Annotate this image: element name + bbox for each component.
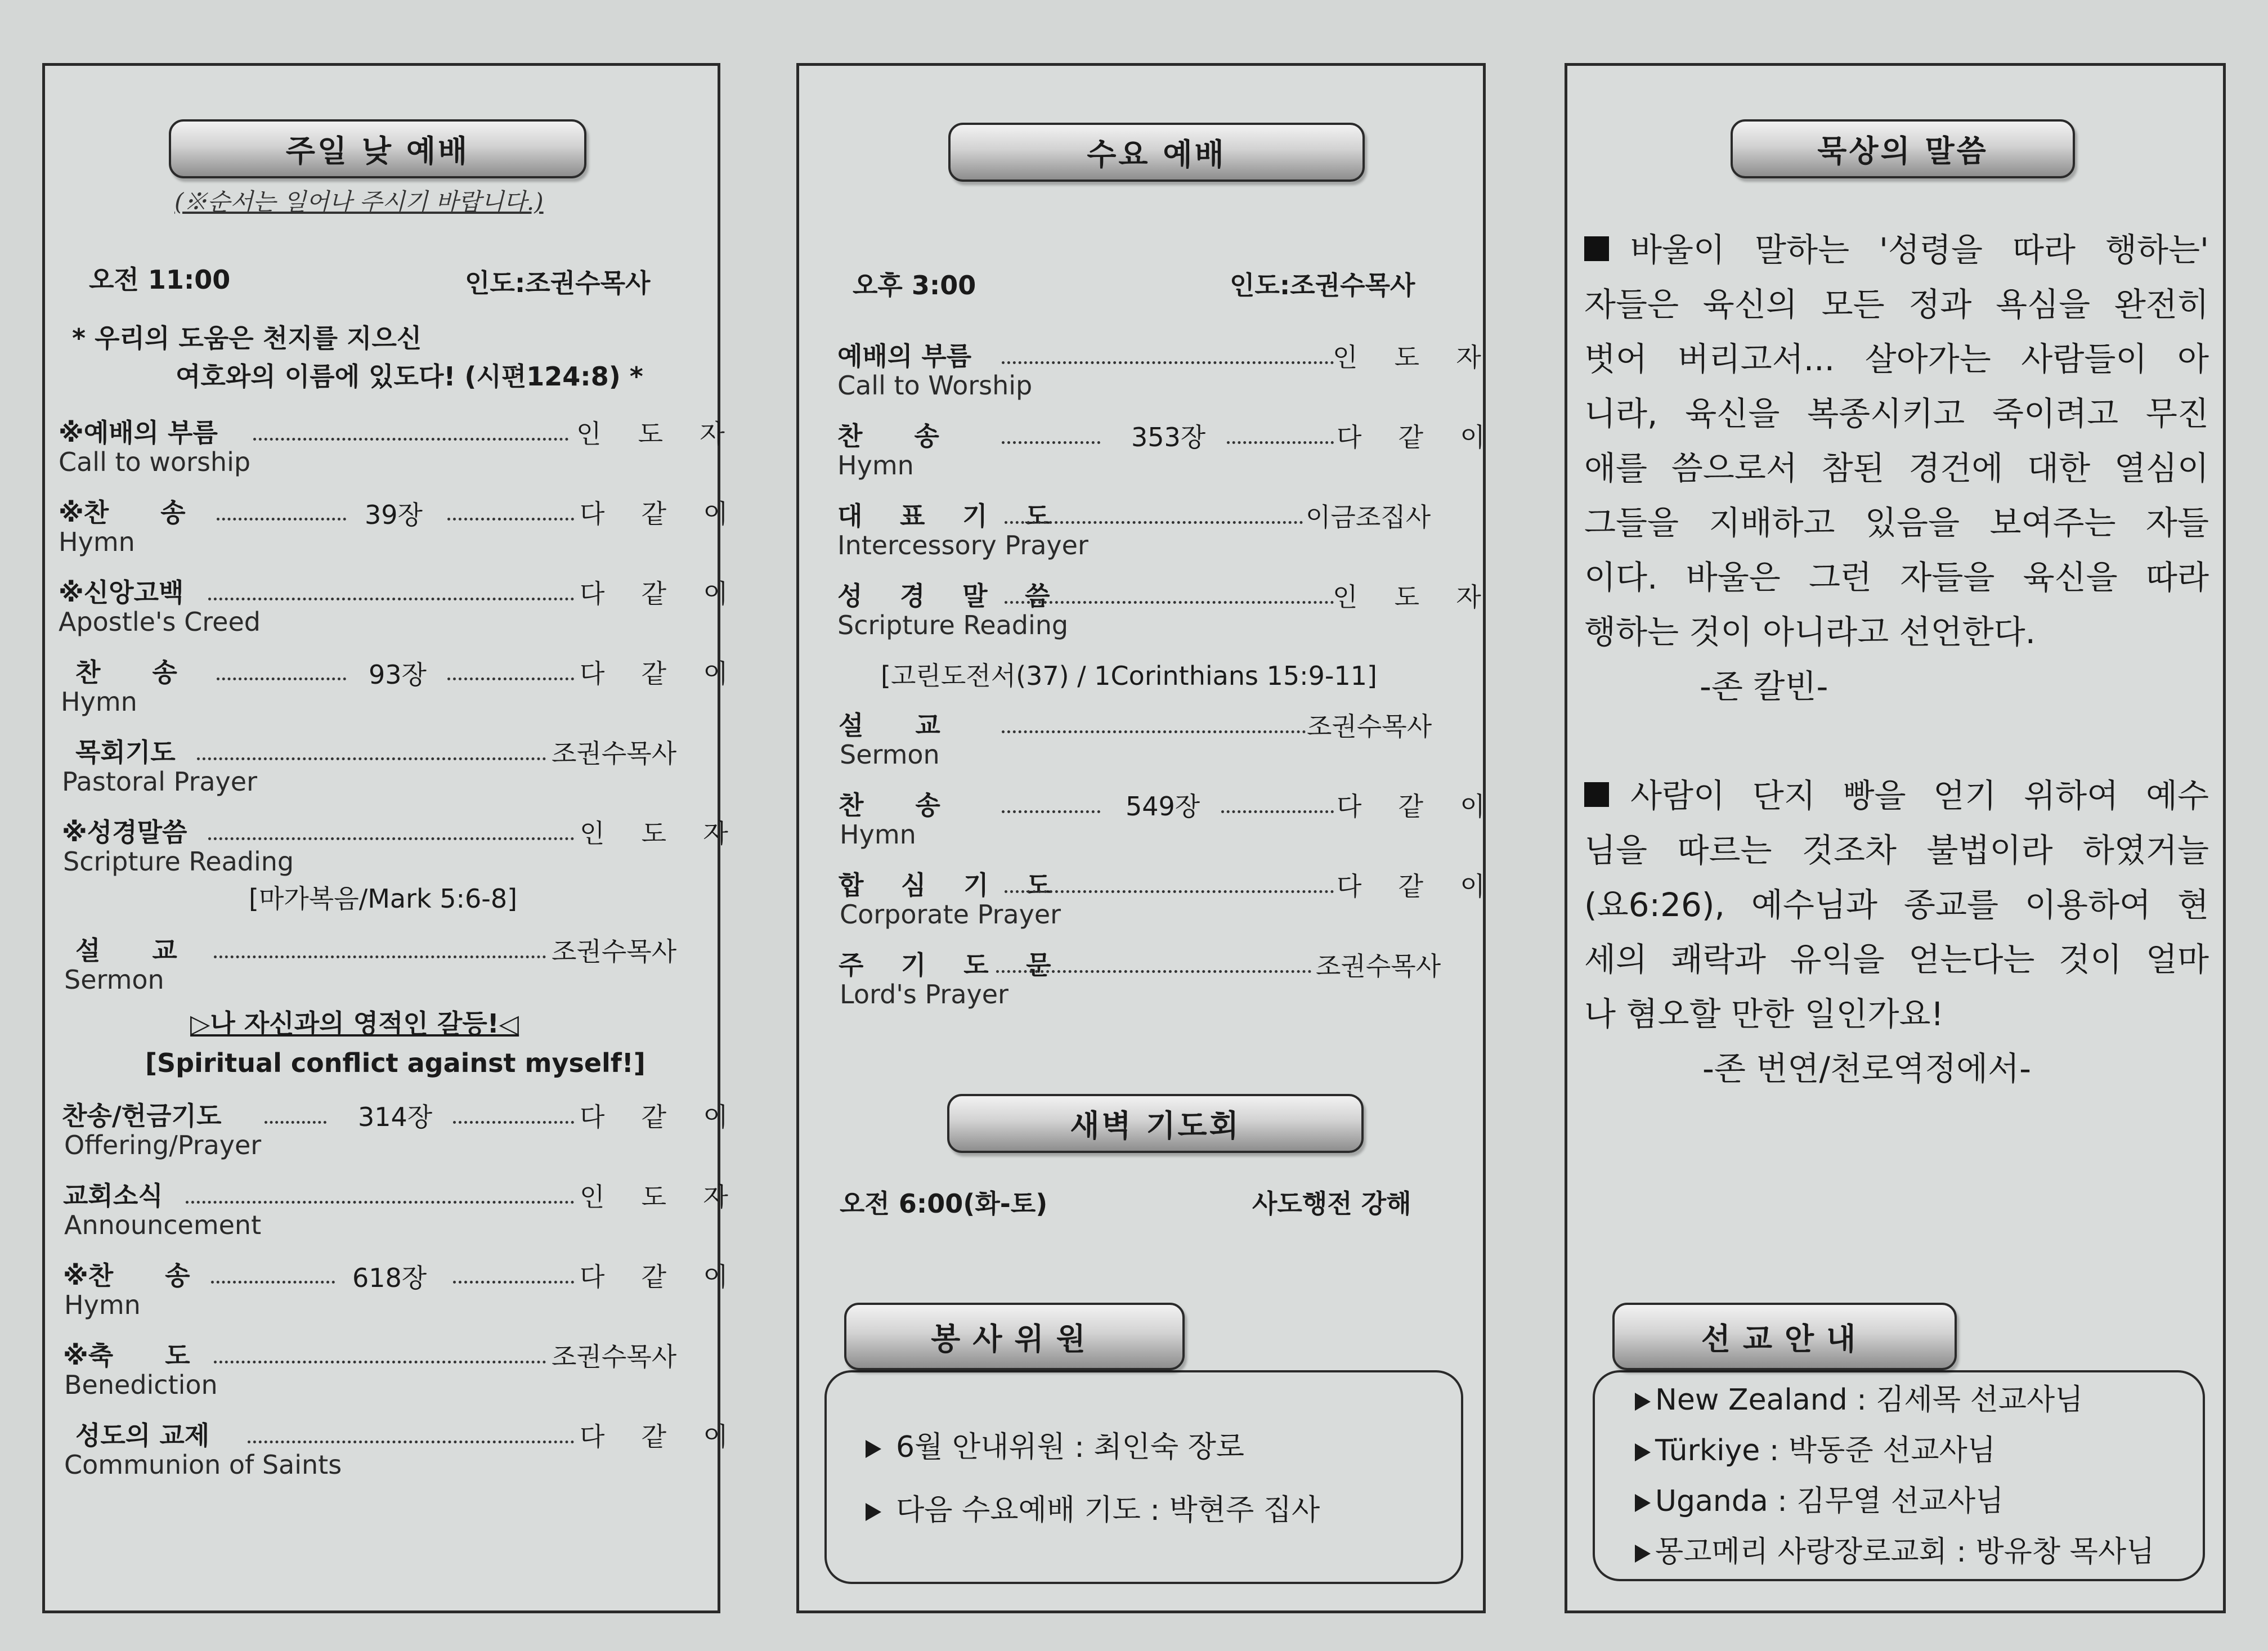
- text-line: 그들을 지배하고 있음을 보여주는 자들: [1584, 504, 2209, 542]
- dotted-leader: [217, 678, 346, 680]
- dotted-leader: [453, 1121, 574, 1124]
- dotted-leader: [1002, 361, 1334, 364]
- dotted-leader: [248, 1441, 574, 1443]
- text-line: 사람이 단지 빵을 얻기 위하여 예수: [1584, 769, 2209, 823]
- mission-item: Uganda : 김무열 선교사님: [1635, 1487, 2004, 1516]
- order-item-ko: 대 표 기 도: [837, 501, 1064, 531]
- meditation-paragraph-2: [1584, 769, 2209, 1096]
- order-item-en: Hymn: [64, 1290, 141, 1320]
- dotted-leader: [996, 970, 1311, 973]
- order-item-who: 인 도 자: [1333, 582, 1496, 612]
- order-item-en: Pastoral Prayer: [62, 766, 257, 797]
- text-line: (요6:26), 예수님과 종교를 이용하여 현: [1584, 886, 2209, 924]
- sunday-service-title: 주일 낮 예배: [169, 119, 586, 178]
- mission-title: 선교안내: [1612, 1303, 1957, 1370]
- order-item-who: 인 도 자: [580, 1182, 743, 1212]
- dotted-leader: [1221, 810, 1334, 813]
- dotted-leader: [197, 757, 546, 760]
- dawn-prayer-title: 새벽 기도회: [947, 1094, 1364, 1153]
- order-item-en: Apostle's Creed: [59, 607, 261, 637]
- order-item-ko: 주 기 도 문: [839, 950, 1065, 980]
- text-line: 니라, 육신을 복종시키고 죽이려고 무진: [1584, 394, 2209, 433]
- dotted-leader: [214, 955, 546, 958]
- order-item-who: 조권수목사: [552, 738, 677, 769]
- order-item-en: Hymn: [59, 527, 135, 557]
- order-item-ko: ※축 도: [63, 1340, 190, 1371]
- order-item-ko: 성도의 교제: [75, 1420, 210, 1451]
- order-item-en: Hymn: [837, 450, 914, 481]
- volunteers-title: 봉사위원: [844, 1303, 1185, 1370]
- order-item-en: Announcement: [64, 1210, 262, 1240]
- mission-item: New Zealand : 김세목 선교사님: [1635, 1385, 2083, 1415]
- order-item-hymn-no: 618장: [352, 1263, 427, 1293]
- quote-source: -존 칼빈-: [1700, 667, 1828, 706]
- dotted-leader: [1005, 890, 1334, 893]
- triangle-bullet-icon: [1635, 1393, 1651, 1411]
- order-item-ko: 찬 송: [839, 790, 940, 820]
- order-item-ko: 목회기도: [75, 737, 176, 768]
- dotted-leader: [1002, 730, 1306, 733]
- order-item-en: Sermon: [64, 964, 164, 995]
- order-item-ko: ※예배의 부름: [59, 418, 218, 448]
- order-item-who: 다 같 이: [580, 578, 743, 609]
- sunday-time: 오전 11:00: [89, 264, 231, 295]
- order-item-hymn-no: 353장: [1131, 422, 1206, 452]
- scripture-ref: [고린도전서(37) / 1Corinthians 15:9-11]: [881, 661, 1377, 691]
- order-item-en: Communion of Saints: [64, 1450, 342, 1480]
- dotted-leader: [208, 837, 574, 840]
- order-item-en: Hymn: [61, 687, 137, 717]
- order-item-hymn-no: 314장: [358, 1102, 433, 1132]
- text-line: 이다. 바울은 그런 자들을 육신을 따라: [1584, 558, 2209, 596]
- text-line: 벗어 버리고서... 살아가는 사람들이 아: [1584, 340, 2209, 378]
- triangle-bullet-icon: [1635, 1545, 1651, 1563]
- order-item-en: Intercessory Prayer: [837, 530, 1088, 560]
- volunteer-item: 다음 수요예배 기도 : 박현주 집사: [866, 1496, 1320, 1525]
- text-line: 님을 따르는 것조차 불법이라 하였거늘: [1584, 831, 2209, 869]
- order-item-en: Corporate Prayer: [840, 899, 1061, 930]
- wednesday-service-title: 수요 예배: [948, 123, 1365, 182]
- dotted-leader: [186, 1201, 574, 1204]
- order-item-ko: 찬송/헌금기도: [62, 1101, 222, 1131]
- order-item-who: 다 같 이: [580, 499, 743, 529]
- dotted-leader: [214, 1361, 546, 1363]
- order-item-ko: ※신앙고백: [59, 577, 184, 608]
- dotted-leader: [217, 518, 346, 521]
- order-item-en: Call to Worship: [837, 370, 1033, 401]
- dawn-prayer-desc: 사도행전 강해: [1252, 1188, 1411, 1219]
- dotted-leader: [453, 1281, 574, 1284]
- square-bullet-icon: [1584, 236, 1609, 261]
- order-item-en: Sermon: [840, 739, 940, 770]
- order-item-en: Benediction: [64, 1370, 218, 1400]
- order-item-ko: 찬 송: [837, 421, 939, 451]
- dotted-leader: [447, 678, 574, 680]
- order-item-who: 다 같 이: [1337, 791, 1500, 822]
- order-item-who: 다 같 이: [580, 1102, 743, 1132]
- wednesday-leader: 인도:조권수목사: [1230, 270, 1415, 300]
- order-item-who: 조권수목사: [552, 1342, 677, 1372]
- text-line: 행하는 것이 아니라고 선언한다.: [1584, 613, 2036, 651]
- scripture-ref: [마가복음/Mark 5:6-8]: [249, 883, 518, 914]
- order-item-ko: 찬 송: [75, 657, 177, 688]
- dotted-leader: [1227, 441, 1334, 444]
- sermon-title-en: [Spiritual conflict against myself!]: [145, 1048, 646, 1078]
- text-line: 자들은 육신의 모든 정과 욕심을 완전히: [1584, 285, 2209, 324]
- dotted-leader: [265, 1121, 326, 1124]
- order-item-who: 인 도 자: [1333, 342, 1496, 373]
- meditation-paragraph-1: [1584, 223, 2209, 714]
- order-item-hymn-no: 549장: [1126, 791, 1200, 822]
- text-line: 바울이 말하는 '성령을 따라 행하는': [1584, 223, 2209, 277]
- order-item-who: 이금조집사: [1306, 502, 1431, 532]
- volunteers-box: [824, 1370, 1463, 1584]
- order-item-hymn-no: 39장: [365, 500, 423, 530]
- triangle-bullet-icon: [866, 1503, 881, 1521]
- square-bullet-icon: [1584, 782, 1609, 807]
- dotted-leader: [253, 438, 568, 441]
- mission-item: 몽고메리 사랑장로교회 : 방유창 목사님: [1635, 1537, 2154, 1567]
- order-item-who: 조권수목사: [1307, 711, 1432, 742]
- sunday-verse-line2: 여호와의 이름에 있도다! (시편124:8) *: [176, 361, 643, 392]
- sunday-leader: 인도:조권수목사: [465, 268, 651, 298]
- dotted-leader: [447, 518, 574, 521]
- order-item-who: 인 도 자: [576, 419, 739, 449]
- triangle-bullet-icon: [1635, 1494, 1651, 1512]
- order-item-en: Scripture Reading: [837, 610, 1069, 640]
- sunday-verse-line1: * 우리의 도움은 천지를 지으신: [72, 323, 422, 353]
- wednesday-time: 오후 3:00: [853, 270, 976, 300]
- meditation-title: 묵상의 말씀: [1731, 119, 2075, 178]
- dotted-leader: [1005, 521, 1303, 524]
- order-item-who: 다 같 이: [1337, 422, 1500, 452]
- order-item-en: Offering/Prayer: [64, 1130, 262, 1160]
- sermon-title: ▷나 자신과의 영적인 갈등!◁: [190, 1008, 519, 1039]
- dawn-prayer-time: 오전 6:00(화-토): [840, 1188, 1048, 1219]
- order-item-en: Hymn: [840, 819, 916, 850]
- order-item-ko: ※성경말씀: [62, 817, 187, 847]
- order-item-ko: ※찬 송: [59, 497, 186, 528]
- order-item-who: 다 같 이: [580, 1421, 743, 1452]
- order-item-who: 조권수목사: [1316, 951, 1441, 981]
- dotted-leader: [1005, 601, 1334, 604]
- dotted-leader: [208, 598, 574, 600]
- order-item-hymn-no: 93장: [369, 659, 427, 690]
- triangle-bullet-icon: [1635, 1443, 1651, 1461]
- order-item-who: 다 같 이: [580, 658, 743, 689]
- sunday-note: (※순서는 일어나 주시기 바랍니다.): [174, 188, 544, 216]
- order-item-who: 다 같 이: [580, 1262, 743, 1292]
- dotted-leader: [1002, 810, 1100, 813]
- order-item-who: 다 같 이: [1337, 871, 1500, 901]
- order-item-ko: 예배의 부름: [837, 341, 972, 371]
- order-item-ko: 교회소식: [63, 1181, 163, 1211]
- order-item-en: Scripture Reading: [63, 846, 294, 877]
- quote-source: -존 번연/천로역정에서-: [1702, 1049, 2032, 1088]
- mission-item: Türkiye : 박동준 선교사님: [1635, 1436, 1996, 1465]
- order-item-en: Call to worship: [59, 447, 251, 477]
- order-item-ko: ※찬 송: [63, 1260, 190, 1291]
- order-item-ko: 성 경 말 씀: [837, 581, 1064, 611]
- text-line: 세의 쾌락과 유익을 얻는다는 것이 얼마: [1584, 940, 2209, 979]
- dotted-leader: [1002, 441, 1100, 444]
- order-item-who: 인 도 자: [580, 818, 743, 849]
- order-item-ko: 설 교: [75, 935, 177, 966]
- order-item-ko: 설 교: [839, 710, 940, 741]
- triangle-bullet-icon: [866, 1440, 881, 1458]
- dotted-leader: [211, 1281, 335, 1284]
- text-line: 애를 씀으로서 참된 경건에 대한 열심이: [1584, 449, 2209, 487]
- order-item-who: 조권수목사: [552, 936, 677, 967]
- text-line: 나 혐오할 만한 일인가요!: [1584, 995, 1944, 1033]
- volunteer-item: 6월 안내위원 : 최인숙 장로: [866, 1433, 1244, 1462]
- order-item-ko: 합 심 기 도: [839, 870, 1065, 900]
- order-item-en: Lord's Prayer: [840, 979, 1009, 1010]
